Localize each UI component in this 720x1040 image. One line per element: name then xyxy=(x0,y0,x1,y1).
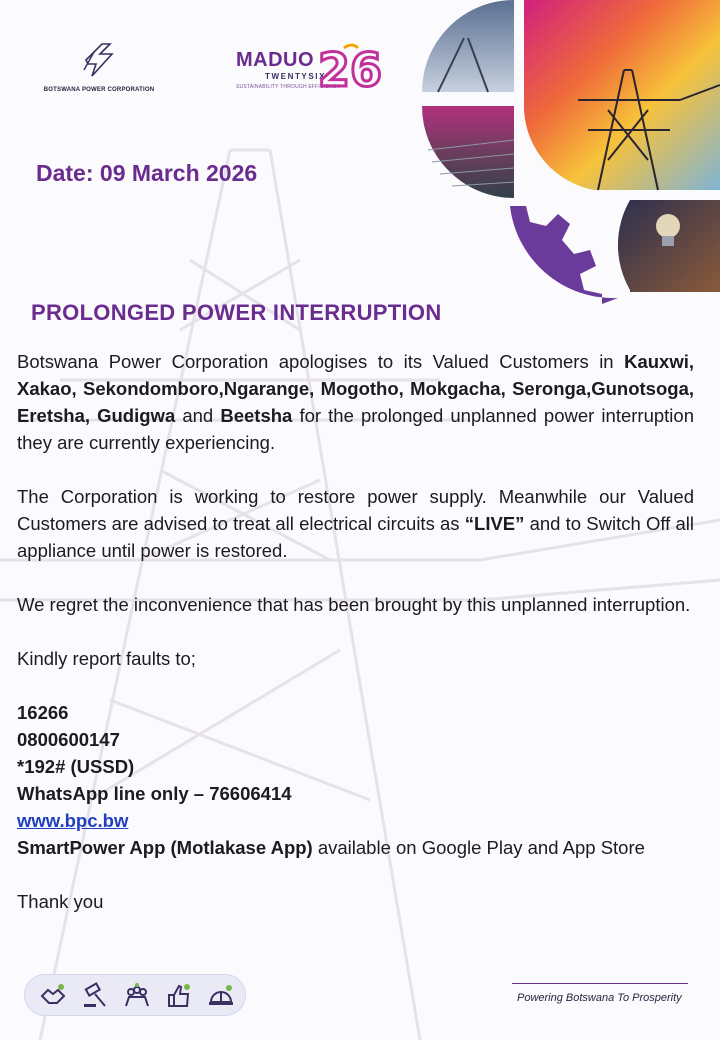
gavel-icon xyxy=(81,982,109,1010)
notice-body xyxy=(17,348,694,915)
app-name: SmartPower App (Motlakase App) xyxy=(17,837,313,858)
apology-paragraph xyxy=(17,348,694,456)
live-warning: “LIVE” xyxy=(464,513,525,534)
handshake-icon xyxy=(39,982,67,1010)
bpc-logo xyxy=(34,40,164,100)
company-name: BOTSWANA POWER CORPORATION xyxy=(43,87,155,93)
safety-text-end: and to Switch Off all appliance until power is restored. xyxy=(17,513,694,561)
team-icon xyxy=(123,982,151,1010)
values-icon-bar xyxy=(24,974,246,1016)
slogan-divider xyxy=(512,983,688,984)
bpc-lightning-icon xyxy=(80,40,118,80)
campaign-tagline: SUSTAINABILITY THROUGH EFFICIENCY xyxy=(236,84,341,90)
contact-whatsapp: WhatsApp line only – 76606414 xyxy=(17,783,292,804)
notice-headline: PROLONGED POWER INTERRUPTION xyxy=(31,300,442,325)
affected-area-last: Beetsha xyxy=(220,405,293,426)
company-slogan: Powering Botswana To Prosperity xyxy=(517,992,682,1004)
contact-phone-short: 16266 xyxy=(17,702,69,723)
affected-areas: Kauxwi, Xakao, Sekondomboro,Ngarange, Mogotho, Mokgacha, Seronga,Gunotsoga, Eretsha, Gudigwa xyxy=(17,351,694,426)
photo-collage xyxy=(418,0,720,310)
maduo-26-mark xyxy=(314,40,383,98)
app-availability: available on Google Play and App Store xyxy=(312,837,645,858)
website-link[interactable]: www.bpc.bw xyxy=(17,810,129,831)
solar-panel-photo xyxy=(422,106,514,198)
apology-intro: Botswana Power Corporation apologises to its Valued Customers in xyxy=(17,351,625,372)
regret-paragraph: We regret the inconvenience that has been brought by this unplanned interruption. xyxy=(17,594,691,615)
safety-text-start: The Corporation is working to restore power supply. Meanwhile our Valued Customers are advised to treat all electrical circuits as xyxy=(17,486,694,534)
notice-date: Date: 09 March 2026 xyxy=(36,160,258,186)
contact-phone-tollfree: 0800600147 xyxy=(17,729,120,750)
hard-hat-icon xyxy=(207,982,235,1010)
areas-conjunction: and xyxy=(175,405,221,426)
contact-ussd: *192# (USSD) xyxy=(17,756,135,777)
gear-icon xyxy=(510,206,618,304)
closing-text: Thank you xyxy=(17,891,104,912)
maduo-26-logo xyxy=(232,40,383,98)
safety-paragraph xyxy=(17,483,694,564)
campaign-subtitle: TWENTYSIX xyxy=(265,72,327,81)
campaign-title: MADUO xyxy=(236,49,315,71)
campaign-number: 26 xyxy=(318,43,383,97)
app-info xyxy=(17,834,694,861)
report-intro: Kindly report faults to; xyxy=(17,648,196,669)
apology-outro: for the prolonged unplanned power interruption they are currently experiencing. xyxy=(17,405,694,453)
contact-list xyxy=(17,699,694,861)
sky-photo xyxy=(422,0,514,92)
thumbs-up-icon xyxy=(165,982,193,1010)
